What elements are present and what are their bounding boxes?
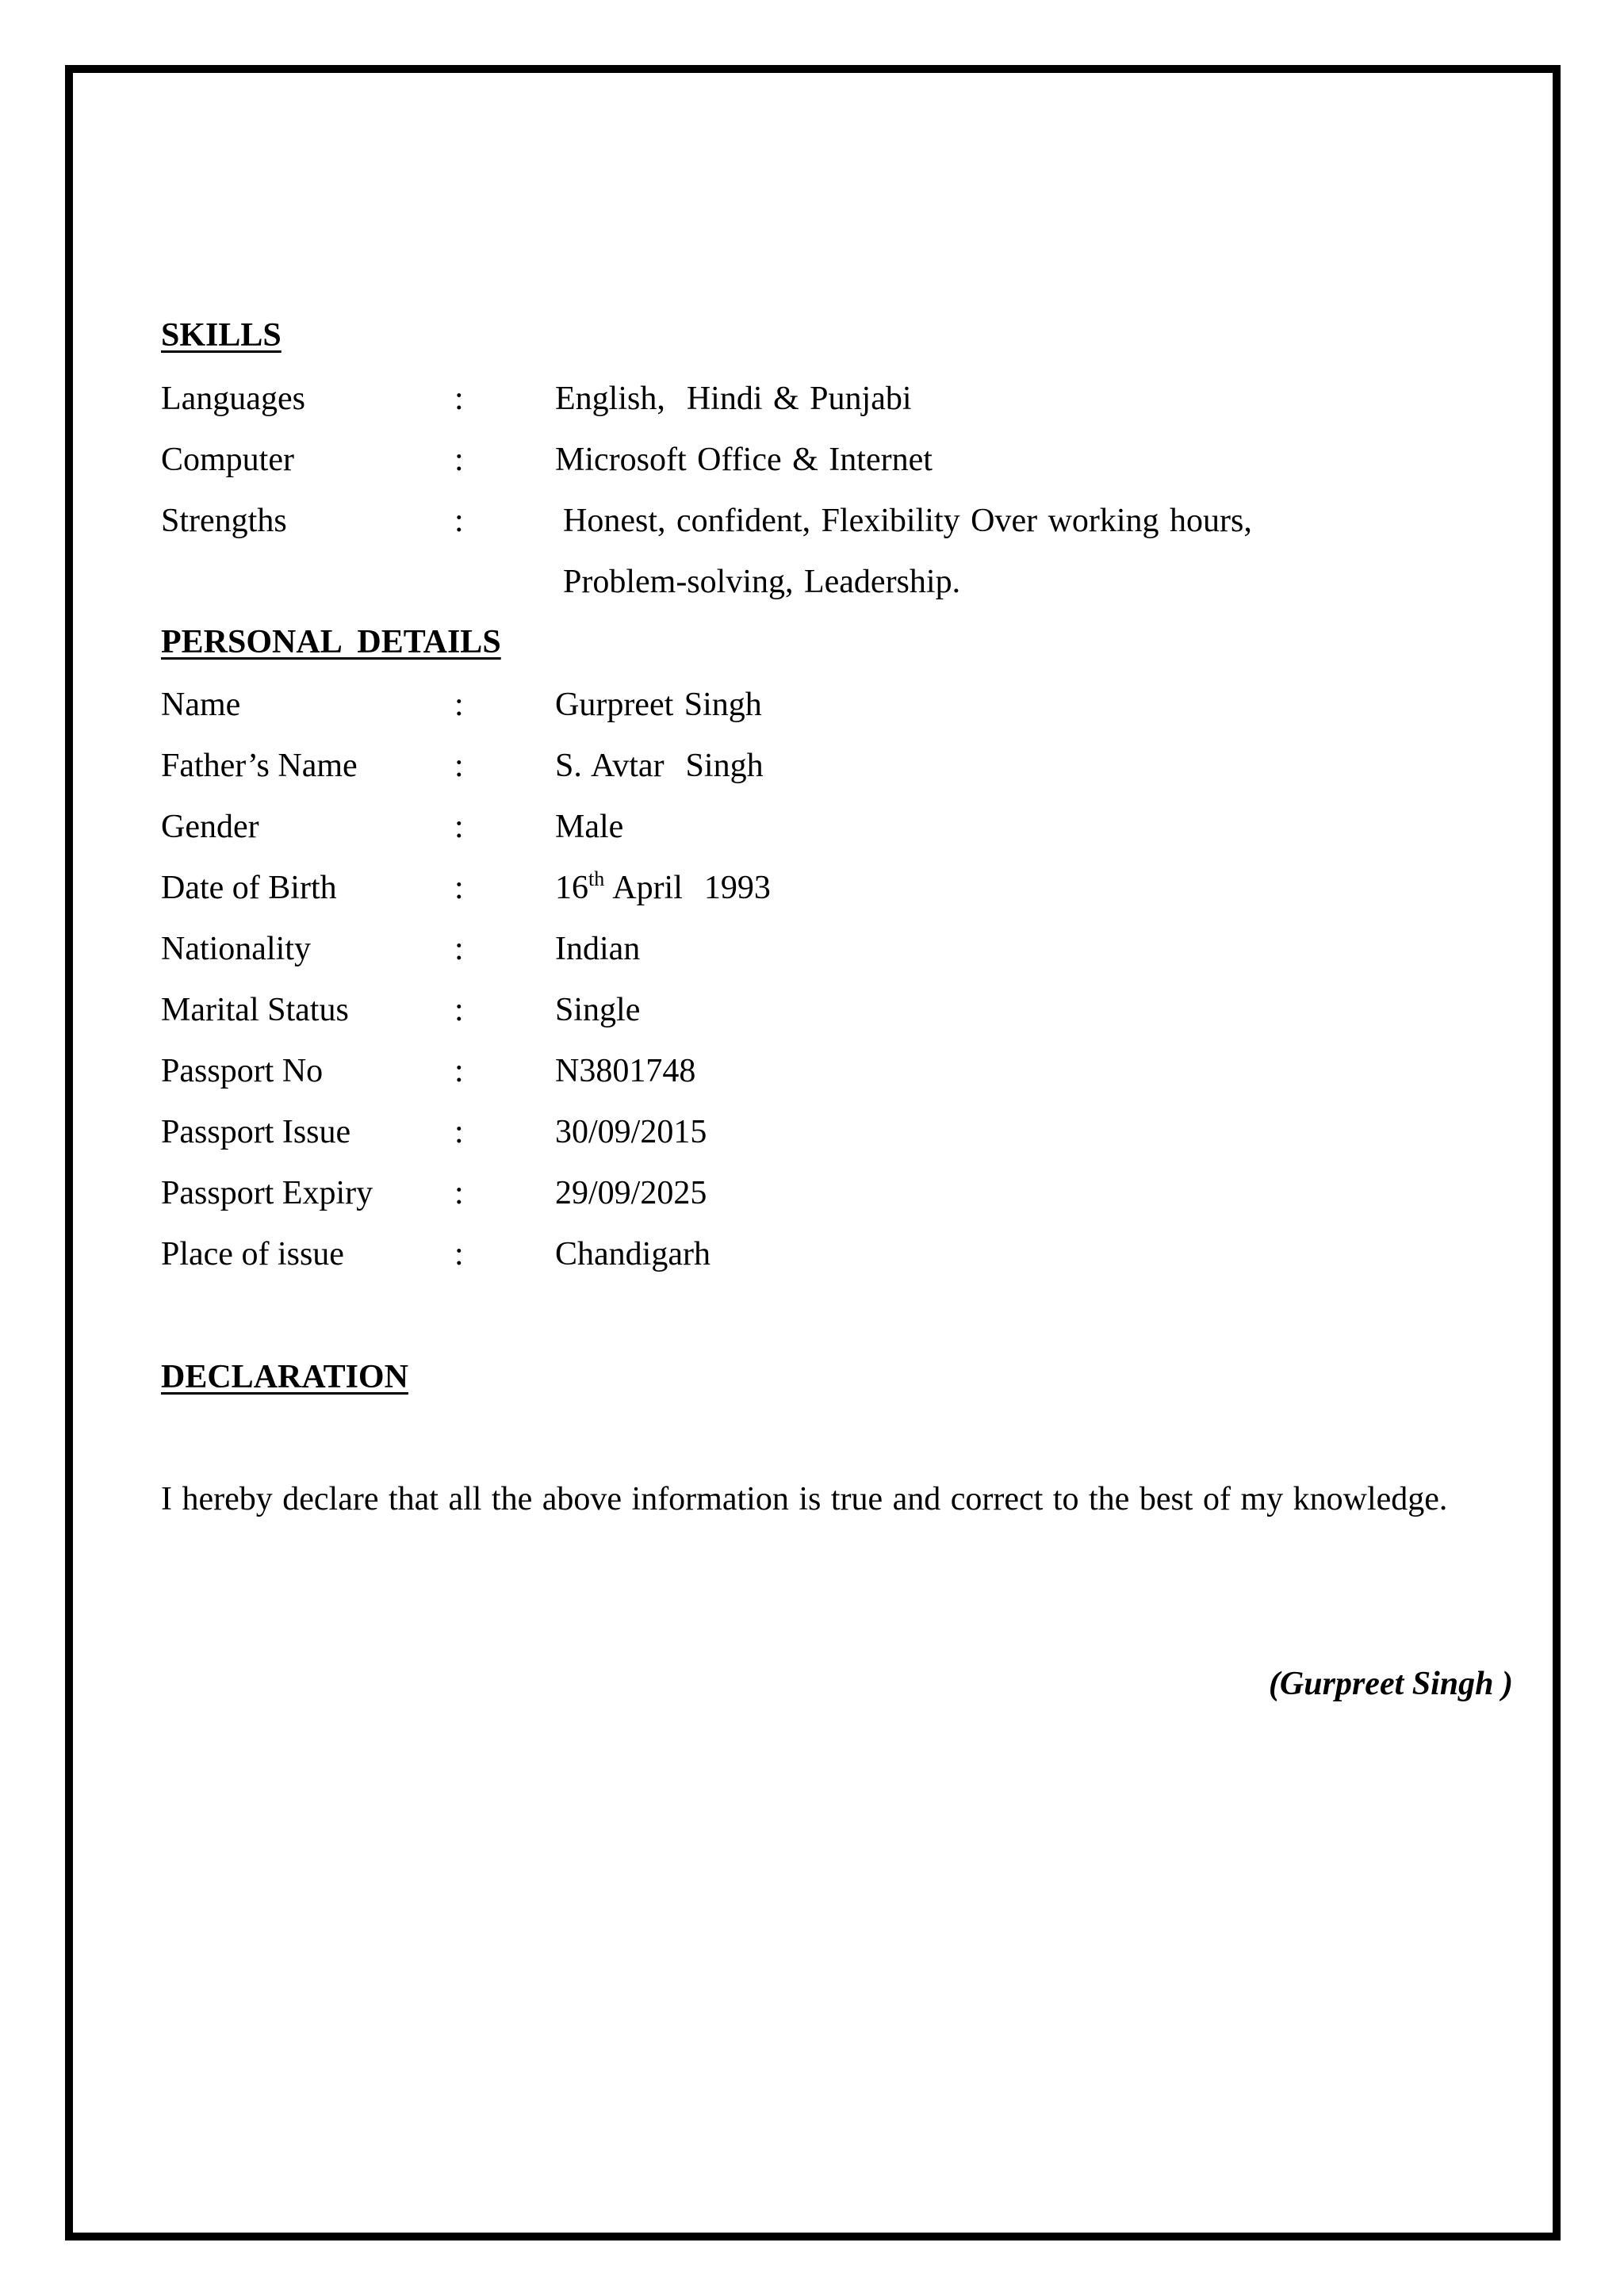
row-label: Marital Status — [161, 992, 349, 1028]
row-colon: : — [454, 1053, 464, 1089]
personal-row-marital-status — [161, 993, 1509, 1031]
declaration-text: I hereby declare that all the above information is true and correct to the best of my knowledge. — [161, 1481, 1448, 1517]
row-label: Gender — [161, 809, 259, 845]
personal-row-passport-expiry — [161, 1177, 1509, 1215]
row-label: Computer — [161, 442, 294, 478]
row-colon: : — [454, 442, 464, 478]
row-value: Single — [555, 992, 641, 1028]
row-value: Microsoft Office & Internet — [555, 442, 933, 478]
row-value: Indian — [555, 931, 641, 967]
row-value-continued: Problem-solving, Leadership. — [563, 564, 961, 600]
row-label: Passport No — [161, 1053, 324, 1089]
row-value: English, Hindi & Punjabi — [555, 381, 912, 417]
personal-row-passport-issue — [161, 1115, 1509, 1154]
row-value: S. Avtar Singh — [555, 748, 764, 784]
row-label: Passport Expiry — [161, 1175, 373, 1211]
row-value: N3801748 — [555, 1053, 696, 1089]
personal-row-fathers-name — [161, 749, 1509, 787]
dob-day: 16 — [555, 870, 588, 906]
row-label: Strengths — [161, 503, 287, 539]
row-label: Father’s Name — [161, 748, 358, 784]
row-colon: : — [454, 1114, 464, 1150]
declaration-heading: DECLARATION — [161, 1359, 408, 1395]
row-label: Languages — [161, 381, 305, 417]
dob-month-year: April 1993 — [612, 870, 771, 906]
personal-row-name — [161, 688, 1509, 726]
skills-row-strengths-continued — [161, 565, 1509, 603]
row-colon: : — [454, 809, 464, 845]
row-label: Name — [161, 687, 241, 723]
row-label: Passport Issue — [161, 1114, 351, 1150]
row-label: Date of Birth — [161, 870, 337, 906]
row-value: 30/09/2015 — [555, 1114, 707, 1150]
personal-details-heading: PERSONAL DETAILS — [161, 624, 501, 660]
row-colon: : — [454, 1236, 464, 1272]
row-colon: : — [454, 748, 464, 784]
row-colon: : — [454, 992, 464, 1028]
personal-row-passport-no — [161, 1054, 1509, 1093]
row-colon: : — [454, 931, 464, 967]
personal-row-gender — [161, 810, 1509, 848]
row-colon: : — [454, 381, 464, 417]
row-value: Gurpreet Singh — [555, 687, 762, 723]
skills-heading: SKILLS — [161, 317, 282, 354]
signature: (Gurpreet Singh ) — [1268, 1666, 1513, 1702]
row-value — [555, 867, 771, 906]
personal-row-date-of-birth — [161, 867, 1509, 909]
skills-row-computer — [161, 443, 1509, 481]
row-label: Place of issue — [161, 1236, 344, 1272]
row-label: Nationality — [161, 931, 311, 967]
row-value: Male — [555, 809, 624, 845]
row-value: Chandigarh — [555, 1236, 710, 1272]
dob-ordinal-suffix: th — [588, 867, 605, 890]
personal-row-place-of-issue — [161, 1238, 1509, 1276]
row-colon: : — [454, 503, 464, 539]
personal-row-nationality — [161, 932, 1509, 970]
row-value: Honest, confident, Flexibility Over working hours, — [563, 503, 1252, 539]
row-colon: : — [454, 870, 464, 906]
row-value: 29/09/2025 — [555, 1175, 707, 1211]
skills-row-strengths — [161, 504, 1509, 542]
row-colon: : — [454, 687, 464, 723]
skills-row-languages — [161, 382, 1509, 420]
row-colon: : — [454, 1175, 464, 1211]
